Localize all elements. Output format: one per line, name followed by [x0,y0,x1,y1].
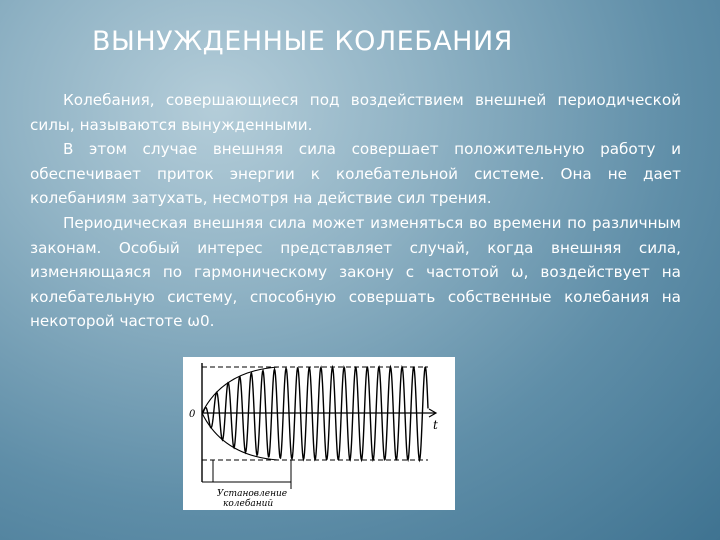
caption-line-2: колебаний [223,499,274,509]
oscillation-graph [183,357,455,510]
oscillation-figure [183,357,455,510]
caption-line-1: Установление [217,489,288,499]
paragraph-2: В этом случае внешняя сила совершает положительную работу и обеспечивает приток энергии к колебательной системе. Она не дает колебаниям затухать, несмотря на действие сил трения. [30,140,681,208]
upper-envelope [202,367,278,413]
paragraph-1: Колебания, совершающиеся под воздействием внешней периодической силы, называются вынужденными. [30,91,681,134]
origin-label: 0 [189,409,196,420]
slide-title: ВЫНУЖДЕННЫЕ КОЛЕБАНИЯ [92,26,513,57]
paragraph-3: Периодическая внешняя сила может изменяться во времени по различным законам. Особый интерес представляет случай, когда внешняя сила, изменяющаяся по гармоническому закону с частотой ω, воздействует на колебательную систему, способную совершать собственные колебания на некоторой частоте ω0. [30,213,681,331]
body-text [30,88,681,334]
time-label: t [433,418,438,432]
